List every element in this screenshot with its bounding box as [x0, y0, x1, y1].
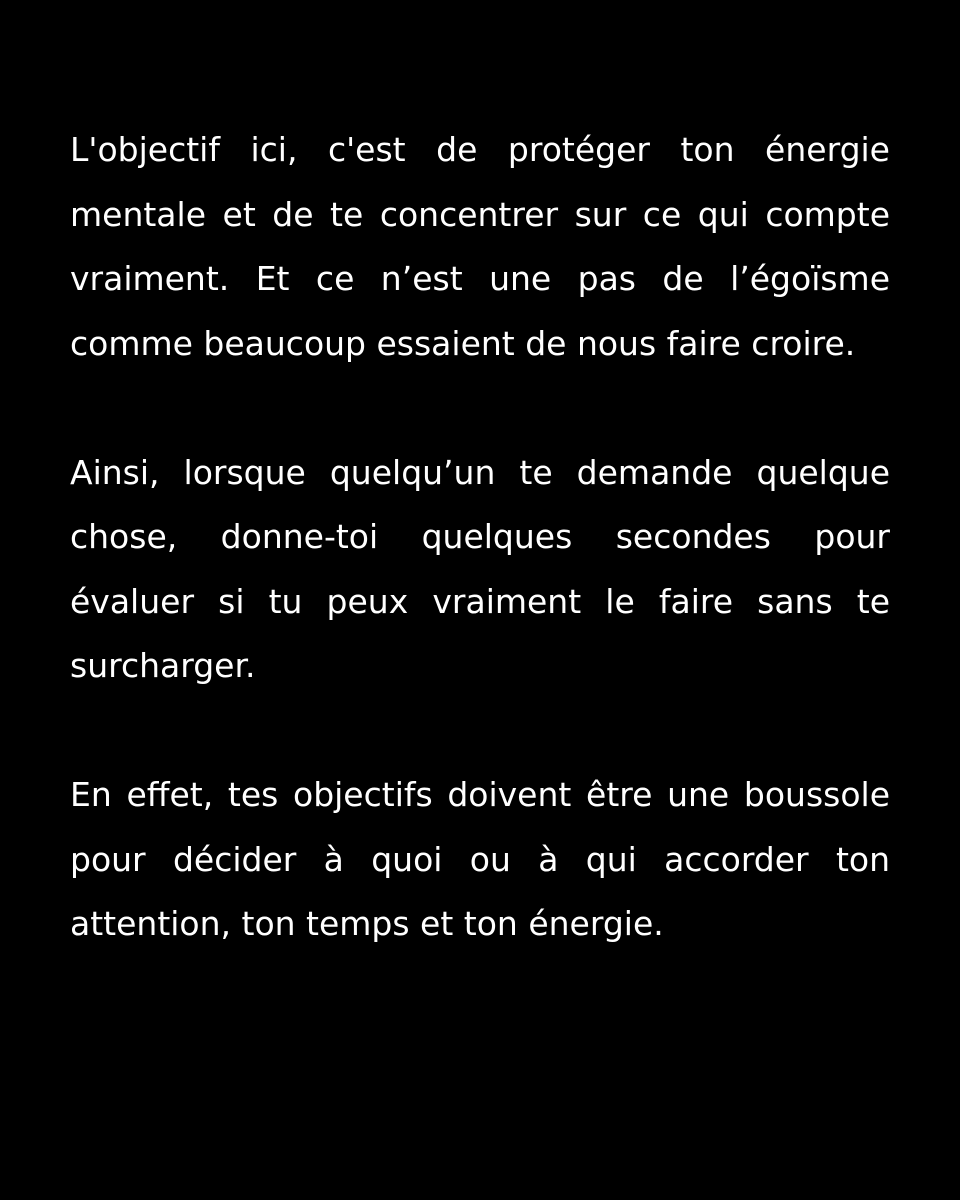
paragraph-2: Ainsi, lorsque quelqu’un te demande quelque chose, donne-toi quelques secondes pour évaluer si tu peux vraiment le faire sans te surcharger. — [70, 452, 890, 685]
paragraph-3: En effet, tes objectifs doivent être une boussole pour décider à quoi ou à qui accorder ton attention, ton temps et ton énergie. — [70, 775, 890, 943]
paragraph-1: L'objectif ici, c'est de protéger ton énergie mentale et de te concentrer sur ce qui compte vraiment. Et ce n’est une pas de l’égoïsme comme beaucoup essaient de nous faire croire. — [70, 130, 890, 363]
